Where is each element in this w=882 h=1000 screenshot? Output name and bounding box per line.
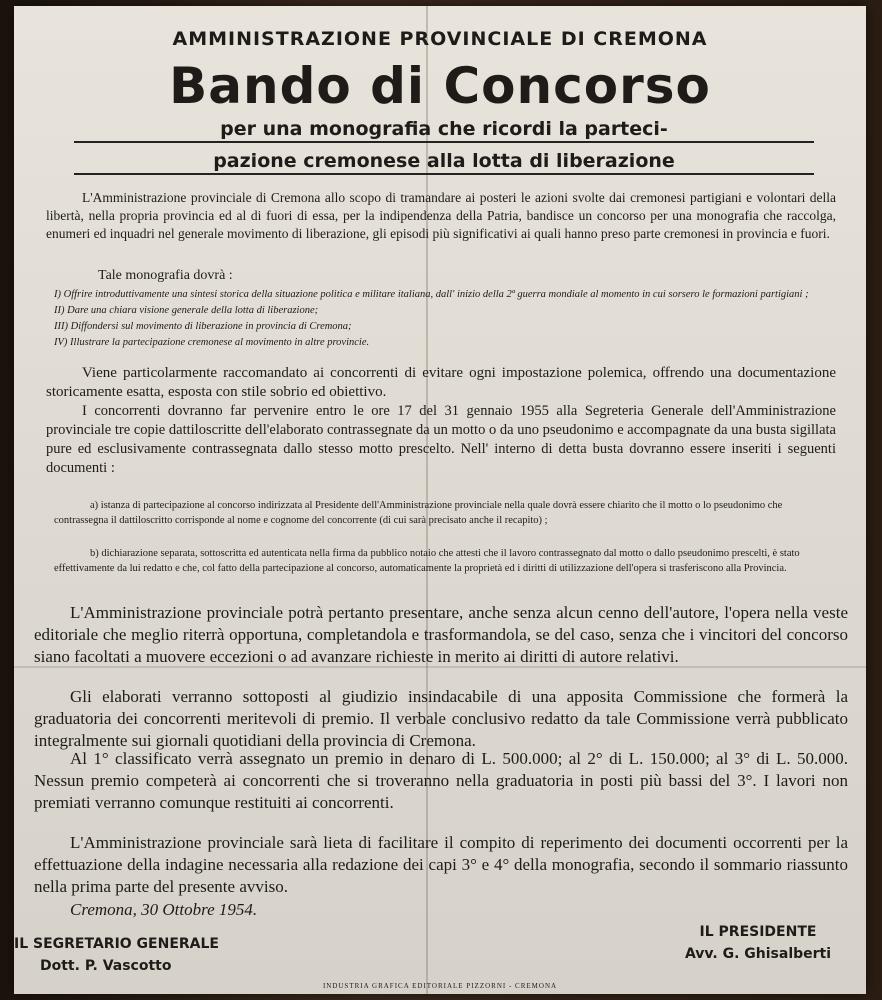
poster-title: Bando di Concorso	[169, 57, 711, 115]
submission-paragraph	[46, 402, 836, 478]
recommendation-paragraph	[46, 364, 836, 402]
requirement-item: I) Offrire introduttivamente una sintesi storica della situazione politica e militare italiana, dall' inizio della 2ª guerra mondiale al momento in cui sorsero le formazioni partigiani ;	[54, 289, 809, 300]
intro-text: L'Amministrazione provinciale di Cremona allo scopo di tramandare ai posteri le azioni svolte dai cremonesi partigiani e volontari della libertà, nella propria provincia ed al di fuori di essa, per la indipendenza della Patria, bandisce un concorso per una monografia che raccolga, enumeri ed inquadri nel generale movimento di liberazione, gli episodi più significativi ai quali hanno preso parte cremonesi in provincia e fuori.	[46, 190, 836, 241]
requirement-item: III) Diffondersi sul movimento di liberazione in provincia di Cremona;	[54, 321, 352, 332]
prizes-text: Al 1° classificato verrà assegnato un premio in denaro di L. 500.000; al 2° di L. 150.000; al 3° di L. 50.000. Nessun premio competerà ai concorrenti che si troveranno nella graduatoria in posti più bassi del 3°. I lavori non premiati verranno comunque restituiti ai concorrenti.	[34, 749, 848, 812]
assistance-paragraph	[34, 832, 848, 898]
requirement-item: II) Dare una chiara visione generale della lotta di liberazione;	[54, 305, 319, 316]
evaluation-text: Gli elaborati verranno sottoposti al giudizio insindacabile di una apposita Commissione che formerà la graduatoria dei concorrenti meritevoli di premio. Il verbale conclusivo redatto da tale Commissione verrà pubblicato integralmente sui giornali quotidiani della provincia di Cremona.	[34, 687, 848, 750]
document-text: b) dichiarazione separata, sottoscritta ed autenticata nella firma da pubblico notaio che attesti che il lavoro contrassegnato dal motto o dallo pseudonimo prescelti, è stato effettivamente da lui redatto e che, col fatto della partecipazione al concorso, automaticamente la proprietà ed i diritti di utilizzazione dell'opera si trasferiscono alla Provincia.	[54, 548, 800, 574]
subtitle-line-1: per una monografia che ricordi la parteci-	[74, 118, 814, 143]
document-text: a) istanza di partecipazione al concorso indirizzata al Presidente dell'Amministrazione provinciale nella quale dovrà essere chiarito che il motto o lo pseudonimo che contrassegna il dattiloscritto corrisponde al nome e cognome del concorrente (di cui sarà precisato anche il recapito) ;	[54, 500, 783, 526]
poster-sheet	[14, 6, 866, 994]
assistance-text: L'Amministrazione provinciale sarà lieta di facilitare il compito di reperimento dei documenti occorrenti per la effettuazione della indagine necessaria alla redazione dei capi 3° e 4° della monografia, secondo il sommario riassunto nella prima parte del presente avviso.	[34, 833, 848, 896]
prizes-paragraph	[34, 748, 848, 814]
document-item-b	[54, 546, 834, 576]
dateline: Cremona, 30 Ottobre 1954.	[70, 900, 258, 919]
rights-paragraph	[34, 602, 848, 668]
requirements-heading: Tale monografia dovrà :	[98, 268, 233, 283]
requirement-item: IV) Illustrare la partecipazione cremonese al movimento in altre provincie.	[54, 337, 370, 348]
rights-text: L'Amministrazione provinciale potrà pertanto presentare, anche senza alcun cenno dell'autore, l'opera nella veste editoriale che meglio riterrà opportuna, completandola e trasformandola, se del caso, senza che i vincitori del concorso siano facoltati a muovere eccezioni o ad avanzare richieste in merito ai diritti di autore relativi.	[34, 603, 848, 666]
subtitle-line-2: pazione cremonese alla lotta di liberazione	[74, 150, 814, 175]
president-title: IL PRESIDENTE	[699, 924, 817, 940]
administration-heading: AMMINISTRAZIONE PROVINCIALE DI CREMONA	[172, 28, 708, 50]
secretary-signature-block	[14, 936, 219, 974]
intro-paragraph	[46, 189, 836, 243]
printer-credit: INDUSTRIA GRAFICA EDITORIALE PIZZORNI - CREMONA	[322, 982, 558, 990]
president-signature-block	[678, 924, 838, 962]
submission-text: I concorrenti dovranno far pervenire entro le ore 17 del 31 gennaio 1955 alla Segreteria Generale dell'Amministrazione provinciale tre copie dattiloscritte dell'elaborato contrassegnate da un motto o da uno pseudonimo e accompagnate da una busta sigillata pure ed esclusivamente contrassegnata dallo stesso motto prescelto. Nell' interno di detta busta dovranno essere inseriti i seguenti documenti :	[46, 403, 836, 476]
secretary-title: IL SEGRETARIO GENERALE	[14, 936, 219, 952]
document-item-a	[54, 498, 834, 528]
secretary-name: Dott. P. Vascotto	[40, 958, 172, 974]
evaluation-paragraph	[34, 686, 848, 752]
president-name: Avv. G. Ghisalberti	[684, 946, 832, 962]
requirements-list	[54, 288, 834, 352]
recommendation-text: Viene particolarmente raccomandato ai concorrenti di evitare ogni impostazione polemica, offrendo una documentazione storicamente esatta, esposta con stile sobrio ed obiettivo.	[46, 365, 836, 400]
